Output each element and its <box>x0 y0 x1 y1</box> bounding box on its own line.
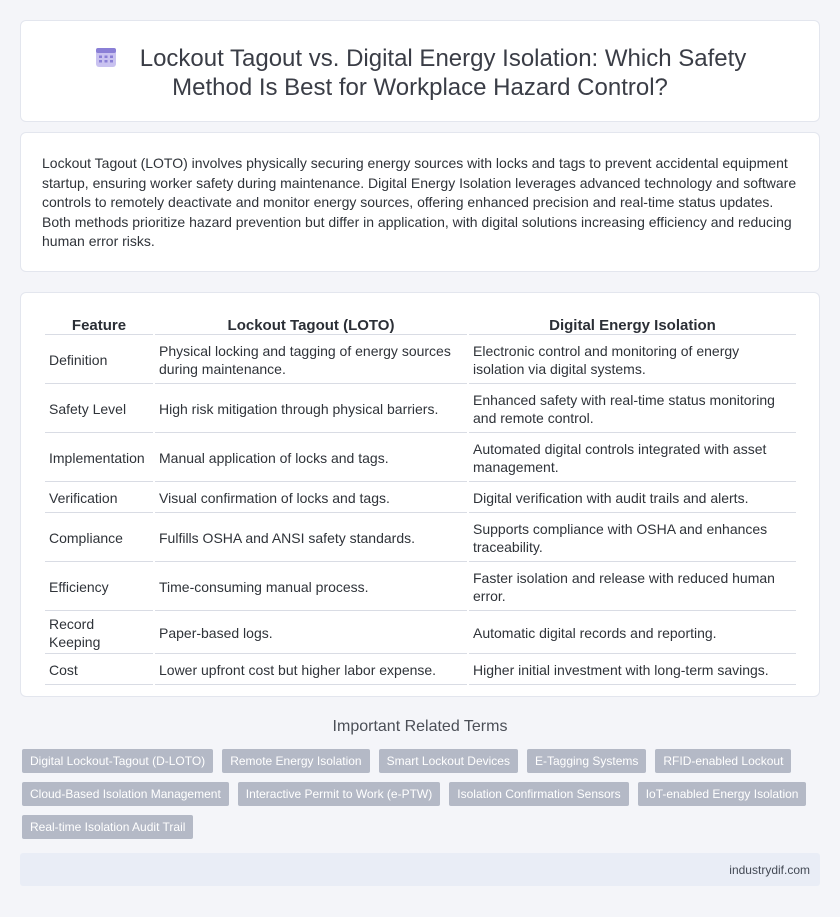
related-term-tag[interactable]: Smart Lockout Devices <box>379 749 518 773</box>
related-term-tag[interactable]: Isolation Confirmation Sensors <box>449 782 628 806</box>
feature-cell: Compliance <box>45 515 153 562</box>
loto-cell: Paper-based logs. <box>155 613 467 654</box>
related-term-tag[interactable]: Interactive Permit to Work (e-PTW) <box>238 782 440 806</box>
feature-cell: Definition <box>45 337 153 384</box>
comparison-table-card <box>20 292 820 697</box>
loto-cell: Time-consuming manual process. <box>155 564 467 611</box>
header-digital: Digital Energy Isolation <box>469 313 796 335</box>
table-row <box>45 435 796 482</box>
table-row <box>45 484 796 513</box>
related-term-tag[interactable]: Cloud-Based Isolation Management <box>22 782 229 806</box>
loto-cell: High risk mitigation through physical barriers. <box>155 386 467 433</box>
table-row <box>45 515 796 562</box>
summary-card <box>20 132 820 272</box>
loto-cell: Physical locking and tagging of energy sources during maintenance. <box>155 337 467 384</box>
related-term-tag[interactable]: Digital Lockout-Tagout (D-LOTO) <box>22 749 213 773</box>
table-row <box>45 656 796 685</box>
summary-text: Lockout Tagout (LOTO) involves physically securing energy sources with locks and tags to prevent accidental equipment startup, ensuring worker safety during maintenance. Digital Energy Isolation leverages advanced technology and software controls to remotely deactivate and monitor energy sources, offering enhanced precision and real-time status updates. Both methods prioritize hazard prevention but differ in application, with digital solutions increasing efficiency and reducing human error risks. <box>42 155 797 249</box>
digital-cell: Automatic digital records and reporting. <box>469 613 796 654</box>
digital-cell: Automated digital controls integrated with asset management. <box>469 435 796 482</box>
comparison-table <box>43 311 798 687</box>
related-term-tag[interactable]: RFID-enabled Lockout <box>655 749 791 773</box>
table-row <box>45 613 796 654</box>
title-card <box>20 20 820 122</box>
related-term-tag[interactable]: E-Tagging Systems <box>527 749 646 773</box>
feature-cell: Record Keeping <box>45 613 153 654</box>
loto-cell: Lower upfront cost but higher labor expense. <box>155 656 467 685</box>
table-row <box>45 564 796 611</box>
related-term-tag[interactable]: Remote Energy Isolation <box>222 749 369 773</box>
digital-cell: Electronic control and monitoring of energy isolation via digital systems. <box>469 337 796 384</box>
table-header-row <box>45 313 796 335</box>
feature-cell: Cost <box>45 656 153 685</box>
footer-bar <box>20 853 820 886</box>
loto-cell: Manual application of locks and tags. <box>155 435 467 482</box>
related-term-tag[interactable]: Real-time Isolation Audit Trail <box>22 815 193 839</box>
digital-cell: Enhanced safety with real-time status monitoring and remote control. <box>469 386 796 433</box>
page-title-wrap <box>21 44 819 102</box>
page-title: Lockout Tagout vs. Digital Energy Isolation: Which Safety Method Is Best for Workplace Hazard Control? <box>139 45 747 101</box>
digital-cell: Supports compliance with OSHA and enhances traceability. <box>469 515 796 562</box>
digital-cell: Faster isolation and release with reduced human error. <box>469 564 796 611</box>
related-terms-list <box>22 749 812 839</box>
digital-cell: Digital verification with audit trails and alerts. <box>469 484 796 513</box>
loto-cell: Fulfills OSHA and ANSI safety standards. <box>155 515 467 562</box>
header-feature: Feature <box>45 313 153 335</box>
header-loto: Lockout Tagout (LOTO) <box>155 313 467 335</box>
feature-cell: Implementation <box>45 435 153 482</box>
footer-site-link[interactable]: industrydif.com <box>729 863 810 877</box>
related-term-tag[interactable]: IoT-enabled Energy Isolation <box>638 782 807 806</box>
loto-cell: Visual confirmation of locks and tags. <box>155 484 467 513</box>
calendar-icon <box>94 45 118 69</box>
feature-cell: Verification <box>45 484 153 513</box>
related-terms-heading: Important Related Terms <box>332 718 508 735</box>
digital-cell: Higher initial investment with long-term savings. <box>469 656 796 685</box>
table-row <box>45 386 796 433</box>
feature-cell: Efficiency <box>45 564 153 611</box>
table-row <box>45 337 796 384</box>
feature-cell: Safety Level <box>45 386 153 433</box>
